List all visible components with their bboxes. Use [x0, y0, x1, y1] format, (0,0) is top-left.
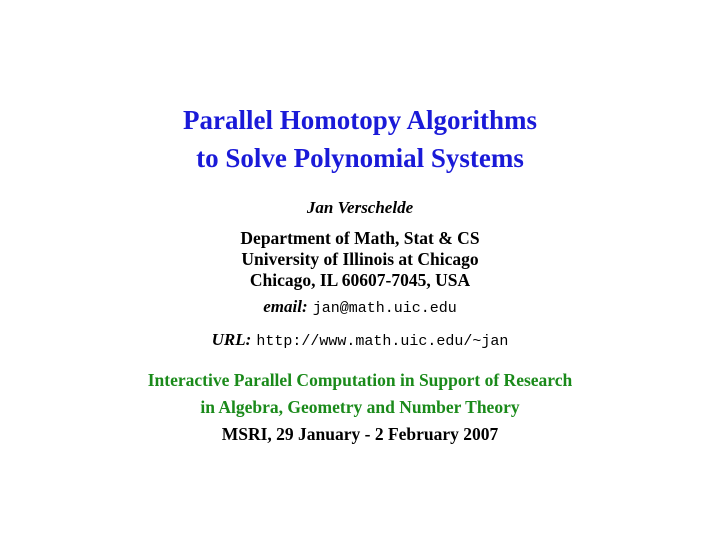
event-line-1: Interactive Parallel Computation in Support of Research [147, 370, 573, 390]
email-label: email: [263, 297, 308, 316]
title-line-1: Parallel Homotopy Algorithms [183, 105, 537, 135]
author-name: Jan Verschelde [306, 198, 414, 217]
email-line [0, 298, 720, 316]
event-venue-date: MSRI, 29 January - 2 February 2007 [221, 424, 499, 444]
event-line-2: in Algebra, Geometry and Number Theory [200, 397, 520, 417]
homepage-url[interactable]: http://www.math.uic.edu/~jan [256, 333, 509, 350]
url-label: URL: [211, 330, 252, 349]
affiliation-department: Department of Math, Stat & CS [240, 228, 480, 248]
url-line [0, 331, 720, 349]
affiliation-address: Chicago, IL 60607-7045, USA [249, 270, 471, 290]
title-line-2: to Solve Polynomial Systems [196, 143, 524, 173]
affiliation-university: University of Illinois at Chicago [241, 249, 479, 269]
email-address[interactable]: jan@math.uic.edu [312, 300, 457, 317]
